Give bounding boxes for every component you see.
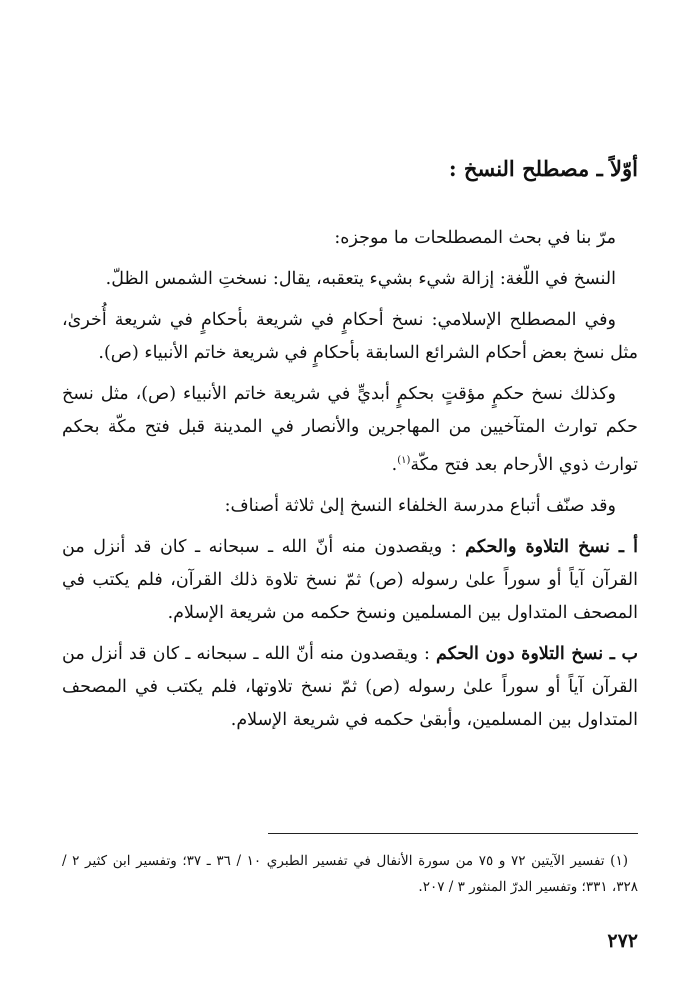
paragraph-kadhalika <box>62 378 638 482</box>
footnote <box>62 848 638 900</box>
footnote-text: (١) تفسير الآيتين ٧٢ و ٧٥ من سورة الأنفال في تفسير الطبري ١٠ / ٣٦ ـ ٣٧؛ وتفسير ابن كثير ٢ / ٣٢٨، ٣٣١؛ وتفسير الدرّ المنثور ٣ / ٢٠٧. <box>62 853 638 895</box>
item-a <box>62 531 638 630</box>
footnote-divider <box>268 833 638 834</box>
paragraph-istilah: وفي المصطلح الإسلامي: نسخ أحكامٍ في شريعة بأحكامٍ في شريعة أُخرىٰ، مثل نسخ بعض أحكام الشرائع السابقة بأحكامٍ في شريعة خاتم الأنبياء (ص). <box>62 310 638 363</box>
paragraph-asnaf: وقد صنّف أتباع مدرسة الخلفاء النسخ إلىٰ ثلاثة أصناف: <box>224 495 616 516</box>
item-b <box>62 638 638 737</box>
item-a-text: : ويقصدون منه أنّ الله ـ سبحانه ـ كان قد أنزل من القرآن آياً أو سوراً علىٰ رسوله (ص) ثمّ نسخ تلاوة ذلك القرآن، فلم يكتب في المصحف المتداول بين المسلمين ونسخ حكمه من شريعة الإسلام. <box>62 536 638 623</box>
main-text <box>62 222 638 745</box>
item-a-lead: أ ـ نسخ التلاوة والحكم <box>465 536 638 557</box>
section-heading: أوّلاً ـ مصطلح النسخ : <box>448 156 638 181</box>
page-number: ٢٧٢ <box>607 930 638 952</box>
paragraph-intro: مرّ بنا في بحث المصطلحات ما موجزه: <box>334 228 616 248</box>
paragraph-kadhalika-text: وكذلك نسخ حكمٍ مؤقتٍ بحكمٍ أبديٍّ في شريعة خاتم الأنبياء (ص)، مثل نسخ حكم توارث المتآخيين من المهاجرين والأنصار في المدينة قبل فتح مكّة بحكم توارث ذوي الأرحام بعد فتح مكّة <box>62 384 638 475</box>
item-b-text: : ويقصدون منه أنّ الله ـ سبحانه ـ كان قد أنزل من القرآن آياً أو سوراً علىٰ رسوله (ص) ثمّ نسخ تلاوتها، فلم يكتب في المصحف المتداول بين المسلمين، وأبقىٰ حكمه في شريعة الإسلام. <box>62 643 638 730</box>
footnote-reference[interactable]: (١) <box>397 455 411 466</box>
item-b-lead: ب ـ نسخ التلاوة دون الحكم <box>436 643 638 664</box>
paragraph-lugha: النسخ في اللّغة: إزالة شيء بشيء يتعقبه، يقال: نسختِ الشمس الظلّ. <box>105 269 616 289</box>
paragraph-kadhalika-end: . <box>391 454 398 475</box>
